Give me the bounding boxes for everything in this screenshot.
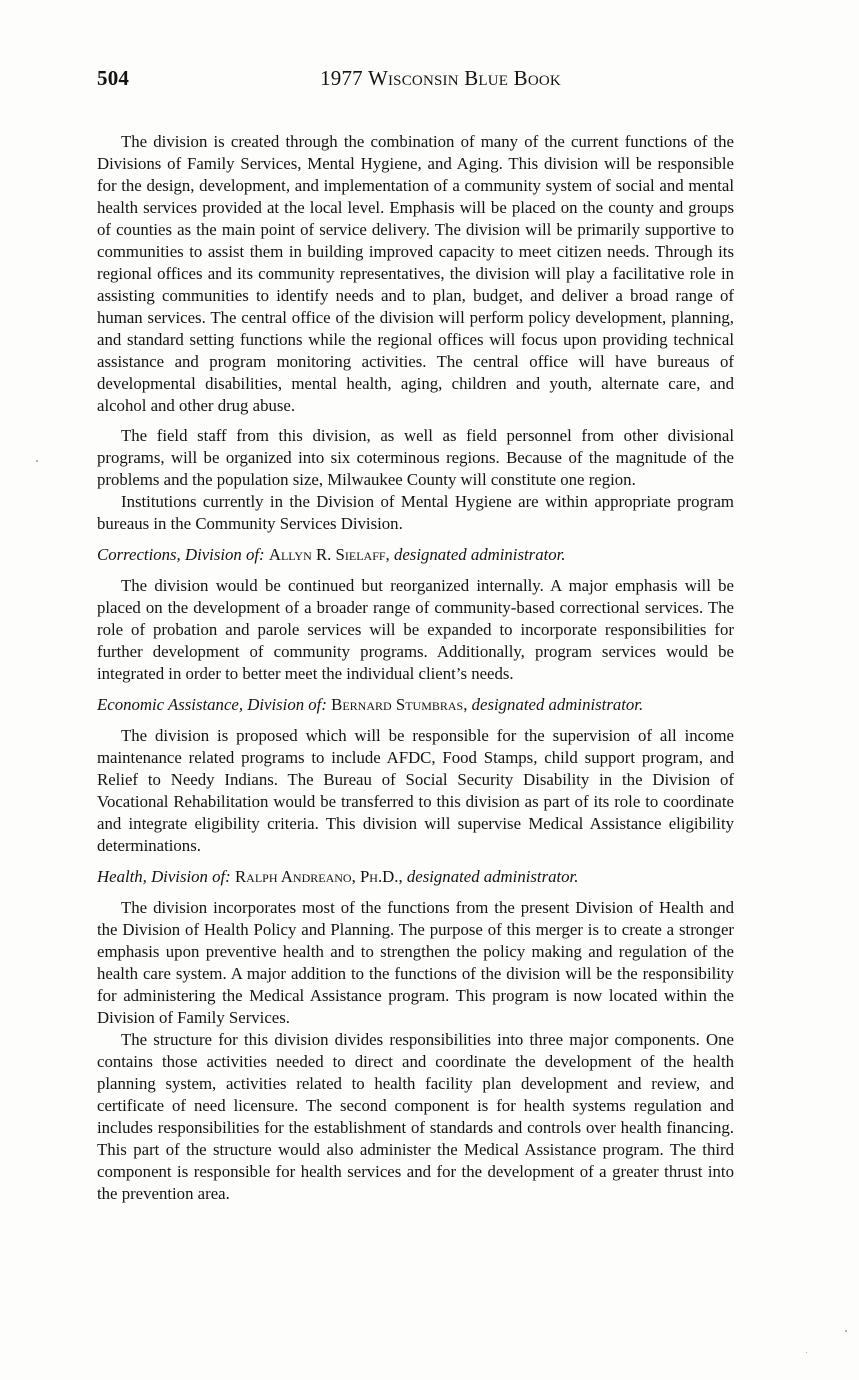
section-heading-health [97,866,734,888]
intro-paragraph-2: The field staff from this division, as well as field personnel from other divisional programs, will be organized into six coterminous regions. Because of the magnitude of the problems and the population size, Milwaukee County will constitute one region. [97,426,734,489]
section-heading-corrections [97,544,734,566]
administrator-role: designated administrator. [406,867,579,886]
intro-paragraph-3: Institutions currently in the Division of Mental Hygiene are within appropriate program bureaus in the Community Services Division. [97,492,734,533]
paper-speck [845,1330,847,1332]
intro-paragraph-1: The division is created through the combination of many of the current functions of the Divisions of Family Services, Mental Hygiene, and Aging. This division will be responsible for the design, development, and implementation of a community system of social and mental health services provided at the local level. Emphasis will be placed on the county and groups of counties as the main point of service delivery. The division will be primarily supportive to communities to assist them in building improved capacity to meet citizen needs. Through its regional offices and its community representatives, the division will play a facilitative role in assisting communities to identify needs and to plan, budget, and deliver a broad range of human services. The central office of the division will perform policy development, planning, and standard setting functions while the regional offices will focus upon providing technical assistance and program monitoring activities. The central office will have bureaus of developmental disabilities, mental health, aging, children and youth, alternate care, and alcohol and other drug abuse. [97,132,734,415]
administrator-role: designated administrator. [393,545,566,564]
division-name: Economic Assistance, Division of: [97,695,327,714]
page-number: 504 [97,66,130,90]
paper-speck [36,460,38,462]
administrator-name: Ralph Andreano, Ph.D., [234,867,403,886]
corrections-paragraph-1: The division would be continued but reorganized internally. A major emphasis will be placed on the development of a broader range of community-based correctional services. The role of probation and parole services will be expanded to incorporate responsibilities for further development of community programs. Additionally, program services would be integrated in order to better meet the individual client’s needs. [97,576,734,683]
section-heading-economic-assistance [97,694,734,716]
division-name: Corrections, Division of: [97,545,265,564]
administrator-name: Allyn R. Sielaff, [268,545,390,564]
administrator-name: Bernard Stumbras, [331,695,468,714]
running-title: 1977 Wisconsin Blue Book [320,66,561,90]
health-paragraph-2: The structure for this division divides responsibilities into three major components. One contains those activities needed to direct and coordinate the development of the health planning system, activities related to health facility plan development and review, and certificate of need licensure. The second component is for health systems regulation and includes responsibilities for the establishment of standards and controls over health financing. This part of the structure would also administer the Medical Assistance program. The third component is responsible for health services and for the development of a greater thrust into the prevention area. [97,1030,734,1203]
health-paragraph-1: The division incorporates most of the functions from the present Division of Health and the Division of Health Policy and Planning. The purpose of this merger is to create a stronger emphasis upon preventive health and to strengthen the policy making and regulation of the health care system. A major addition to the functions of the division will be the responsibility for administering the Medical Assistance program. This program is now located within the Division of Family Services. [97,898,734,1027]
body-text [97,131,734,1205]
paper-speck [806,1352,807,1353]
economic-assistance-paragraph-1: The division is proposed which will be responsible for the supervision of all income maintenance related programs to include AFDC, Food Stamps, child support program, and Relief to Needy Indians. The Bureau of Social Security Disability in the Division of Vocational Rehabilitation would be transferred to this division as part of its role to coordinate and integrate eligibility criteria. This division will supervise Medical Assistance eligibility determinations. [97,726,734,855]
administrator-role: designated administrator. [471,695,644,714]
division-name: Health, Division of: [97,867,231,886]
